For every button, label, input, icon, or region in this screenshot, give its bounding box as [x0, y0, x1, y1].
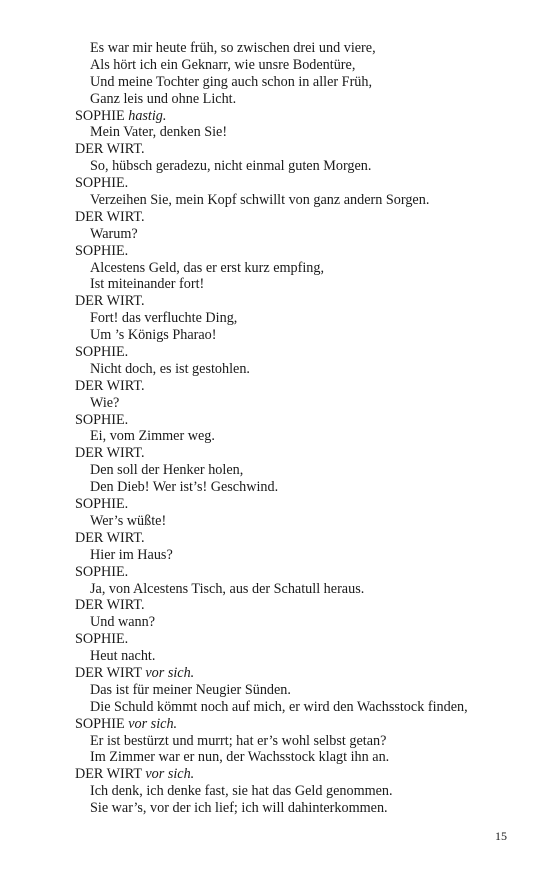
speaker-line — [75, 597, 535, 614]
speaker-line — [75, 108, 535, 125]
stage-direction: vor sich. — [128, 715, 178, 732]
verse-line: So, hübsch geradezu, nicht einmal guten Morgen. — [90, 158, 372, 175]
speaker-line — [75, 665, 535, 682]
speaker-line — [75, 631, 535, 648]
stage-direction: vor sich. — [145, 766, 195, 783]
verse-line: Ja, von Alcestens Tisch, aus der Schatull heraus. — [90, 580, 365, 597]
verse-line: Sie war’s, vor der ich lief; ich will dahinterkommen. — [90, 800, 388, 817]
play-text — [75, 40, 535, 817]
verse-line: Und meine Tochter ging auch schon in aller Früh, — [90, 73, 373, 90]
speaker-name: SOPHIE. — [75, 344, 129, 361]
speaker-line — [75, 564, 535, 581]
speaker-name: DER WIRT. — [75, 208, 145, 225]
verse-line: Das ist für meiner Neugier Sünden. — [90, 681, 291, 698]
speaker-name: SOPHIE — [75, 107, 125, 124]
verse-line: Die Schuld kömmt noch auf mich, er wird den Wachsstock finden, — [90, 698, 468, 715]
verse-line: Ist miteinander fort! — [90, 276, 205, 293]
speaker-name: SOPHIE — [75, 715, 125, 732]
page-number: 15 — [495, 829, 507, 843]
verse-line: Den soll der Henker holen, — [90, 462, 244, 479]
speaker-line — [75, 293, 535, 310]
speaker-line — [75, 243, 535, 260]
speaker-name: DER WIRT — [75, 766, 142, 783]
verse-line: Ich denk, ich denke fast, sie hat das Geld genommen. — [90, 783, 393, 800]
verse-line: Heut nacht. — [90, 648, 156, 665]
speaker-line — [75, 716, 535, 733]
speaker-name: DER WIRT. — [75, 445, 145, 462]
speaker-name: DER WIRT — [75, 664, 142, 681]
verse-line: Er ist bestürzt und murrt; hat er’s wohl selbst getan? — [90, 732, 387, 749]
verse-line: Warum? — [90, 225, 138, 242]
verse-line: Um ’s Königs Pharao! — [90, 327, 217, 344]
verse-line: Nicht doch, es ist gestohlen. — [90, 360, 250, 377]
speaker-line — [75, 445, 535, 462]
speaker-name: SOPHIE. — [75, 411, 129, 428]
speaker-line — [75, 175, 535, 192]
verse-line: Mein Vater, denken Sie! — [90, 124, 228, 141]
speaker-line — [75, 412, 535, 429]
speaker-name: SOPHIE. — [75, 563, 129, 580]
speaker-line — [75, 141, 535, 158]
verse-line: Wer’s wüßte! — [90, 512, 167, 529]
verse-line: Hier im Haus? — [90, 546, 173, 563]
speaker-name: DER WIRT. — [75, 377, 145, 394]
verse-line: Wie? — [90, 394, 120, 411]
stage-direction: vor sich. — [145, 664, 195, 681]
speaker-name: DER WIRT. — [75, 141, 145, 158]
verse-line: Im Zimmer war er nun, der Wachsstock klagt ihn an. — [90, 749, 390, 766]
verse-line: Alcestens Geld, das er erst kurz empfing, — [90, 259, 325, 276]
speaker-name: DER WIRT. — [75, 529, 145, 546]
speaker-line — [75, 496, 535, 513]
speaker-name: SOPHIE. — [75, 175, 129, 192]
speaker-name: DER WIRT. — [75, 597, 145, 614]
verse-line: Und wann? — [90, 614, 156, 631]
verse-line: Verzeihen Sie, mein Kopf schwillt von ganz andern Sorgen. — [90, 192, 430, 209]
speaker-name: SOPHIE. — [75, 631, 129, 648]
speaker-name: SOPHIE. — [75, 496, 129, 513]
speaker-line — [75, 378, 535, 395]
verse-line: Den Dieb! Wer ist’s! Geschwind. — [90, 479, 279, 496]
verse-line: Es war mir heute früh, so zwischen drei und viere, — [90, 40, 376, 56]
speaker-name: DER WIRT. — [75, 293, 145, 310]
verse-line: Ei, vom Zimmer weg. — [90, 428, 215, 445]
verse-line: Als hört ich ein Geknarr, wie unsre Bodentüre, — [90, 56, 356, 73]
stage-direction: hastig. — [128, 107, 167, 124]
speaker-name: SOPHIE. — [75, 242, 129, 259]
verse-line: Fort! das verfluchte Ding, — [90, 310, 238, 327]
speaker-line — [75, 530, 535, 547]
speaker-line — [75, 209, 535, 226]
speaker-line — [75, 344, 535, 361]
verse-line: Ganz leis und ohne Licht. — [90, 90, 237, 107]
speaker-line — [75, 766, 535, 783]
